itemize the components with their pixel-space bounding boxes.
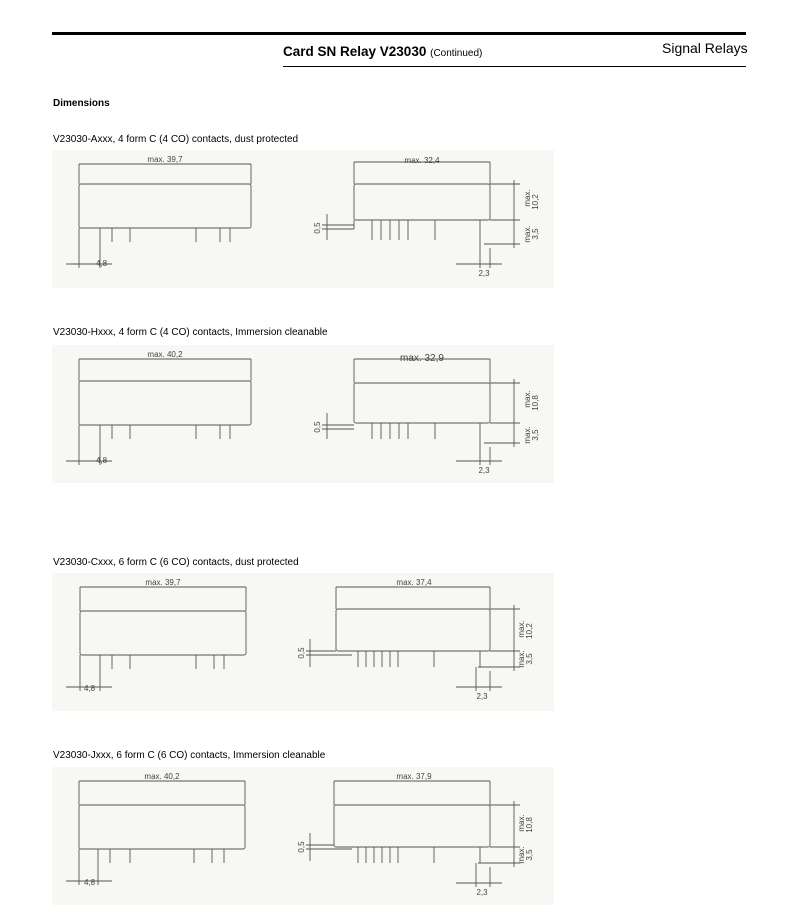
front-pin-offset-label: 4,8	[84, 878, 96, 887]
side-spacing-label: 2,3	[476, 888, 488, 897]
side-length-label: max. 32,4	[404, 156, 440, 165]
side-pin-max-label: max.	[517, 650, 526, 668]
side-length-label: max. 37,4	[396, 578, 432, 587]
side-pin-label: 3,5	[525, 653, 534, 665]
side-height-label: 10,8	[525, 817, 534, 833]
side-pin-max-label: max.	[517, 846, 526, 864]
front-pin-offset-label: 4,8	[84, 684, 96, 693]
side-height-max-label: max.	[523, 189, 532, 207]
side-thickness-label: 0,5	[313, 222, 322, 234]
side-spacing-label: 2,3	[478, 269, 490, 278]
drawing-svg	[52, 573, 554, 711]
side-thickness-label: 0,5	[313, 421, 322, 433]
dimensions-heading: Dimensions	[53, 98, 110, 109]
dimension-drawing	[52, 345, 554, 483]
drawing-svg	[52, 150, 554, 288]
variant-caption: V23030-Jxxx, 6 form C (6 CO) contacts, Immersion cleanable	[53, 750, 326, 761]
side-height-label: 10,8	[531, 395, 540, 411]
drawing-svg	[52, 767, 554, 905]
front-pin-offset-label: 4,8	[96, 259, 108, 268]
title-text: Card SN Relay V23030	[283, 44, 427, 59]
header-rule	[52, 32, 746, 35]
side-thickness-label: 0,5	[297, 647, 306, 659]
side-spacing-label: 2,3	[478, 466, 490, 475]
side-height-max-label: max.	[517, 620, 526, 638]
side-pin-max-label: max.	[523, 426, 532, 444]
section-label: Signal Relays	[662, 40, 748, 56]
variant-caption: V23030-Cxxx, 6 form C (6 CO) contacts, dust protected	[53, 557, 299, 568]
side-pin-label: 3,5	[531, 228, 540, 240]
dimension-drawing	[52, 767, 554, 905]
dimension-drawing	[52, 573, 554, 711]
variant-caption: V23030-Hxxx, 4 form C (4 CO) contacts, Immersion cleanable	[53, 327, 328, 338]
side-spacing-label: 2,3	[476, 692, 488, 701]
variant-caption: V23030-Axxx, 4 form C (4 CO) contacts, dust protected	[53, 134, 299, 145]
side-length-label: max. 37,9	[396, 772, 432, 781]
title-suffix: (Continued)	[430, 48, 483, 59]
front-length-label: max. 40,2	[144, 772, 180, 781]
drawing-svg	[52, 345, 554, 483]
dimension-drawing	[52, 150, 554, 288]
front-pin-offset-label: 4,8	[96, 456, 108, 465]
front-length-label: max. 39,7	[147, 155, 183, 164]
side-height-label: 10,2	[525, 623, 534, 639]
page-title	[283, 44, 482, 59]
title-underline	[283, 66, 746, 67]
side-height-max-label: max.	[523, 390, 532, 408]
side-height-max-label: max.	[517, 814, 526, 832]
side-height-label: 10,2	[531, 194, 540, 210]
side-length-label: max. 32,9	[400, 353, 444, 364]
side-thickness-label: 0,5	[297, 841, 306, 853]
front-length-label: max. 39,7	[145, 578, 181, 587]
side-pin-label: 3,5	[525, 849, 534, 861]
front-length-label: max. 40,2	[147, 350, 183, 359]
side-pin-max-label: max.	[523, 225, 532, 243]
side-pin-label: 3,5	[531, 429, 540, 441]
